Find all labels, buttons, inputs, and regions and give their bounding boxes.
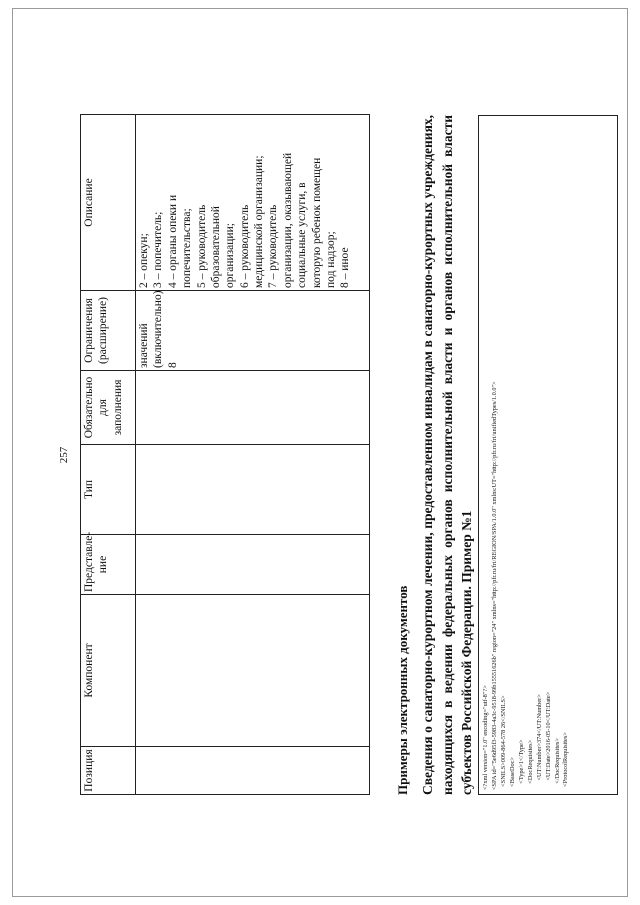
- description-line: социальные услуги, в: [296, 182, 309, 288]
- xml-line: </DocRequisites>: [553, 738, 561, 790]
- description-line: под надзор;: [324, 231, 337, 288]
- limits-line: 8: [166, 362, 179, 368]
- description-line: 4 – органы опеки и: [166, 194, 179, 288]
- rotated-document-sheet: [80, 115, 640, 795]
- description-line: 6 – руководитель: [238, 204, 251, 288]
- description-line: 2 – опекун;: [138, 233, 150, 288]
- header-limits: Ограничения (расширение): [81, 291, 136, 371]
- description-line: попечительства;: [181, 208, 194, 288]
- page-number: 257: [58, 446, 70, 464]
- description-line: организации;: [224, 223, 237, 288]
- header-type: Тип: [81, 445, 136, 535]
- limits-line: (включительно): [152, 290, 165, 368]
- xml-line: <UT:Number>374</UT:Number>: [535, 694, 543, 790]
- description-line: которую ребенок помещен: [310, 157, 323, 288]
- description-line: медицинской организации;: [253, 155, 265, 288]
- xml-line: <?xml version="1.0" encoding="utf-8"?>: [482, 685, 489, 790]
- xml-line: <Type>1</Type>: [517, 739, 525, 790]
- description-line: 7 – руководитель: [267, 204, 280, 288]
- cell-description: [136, 115, 370, 291]
- limits-line: значений: [138, 323, 150, 368]
- header-position: Позиция: [81, 747, 136, 795]
- cell-representation: [136, 535, 370, 595]
- examples-title: Примеры электронных документов: [395, 585, 410, 795]
- header-representation: Представле-ние: [81, 535, 136, 595]
- description-line: 3 – попечитель;: [152, 211, 165, 288]
- cell-position: [136, 747, 370, 795]
- xml-example-box: [478, 115, 618, 795]
- xml-line: <BaseDoc>: [508, 757, 516, 790]
- table-header-row: [81, 115, 136, 795]
- xml-line: <ProtocolRequisites>: [562, 732, 570, 790]
- header-component: Компонент: [81, 595, 136, 747]
- xml-line: <UT:Date>2016-05-10</UT:Date>: [544, 691, 552, 790]
- cell-limits: [136, 291, 370, 371]
- specification-table: [80, 114, 370, 795]
- cell-component: [136, 595, 370, 747]
- cell-type: [136, 445, 370, 535]
- description-line: 8 – иное: [339, 247, 352, 288]
- description-line: организации, оказывающей: [281, 152, 294, 288]
- header-description: Описание: [81, 115, 136, 291]
- description-line: образовательной: [209, 206, 222, 288]
- xml-line: <SNILS>009-864-578 26</SNILS>: [499, 695, 507, 790]
- table-row: [136, 115, 370, 795]
- example-heading: Сведения о санаторно-курортном лечении, предоставленном инвалидам в санаторно-курортных учреждениях, находящихся в ведении федеральных органов исполнительной власти и органов исполнительной власти субъектов Российской Федерации. Пример №1: [420, 115, 475, 795]
- header-required: Обязательно для заполнения: [81, 371, 136, 445]
- description-line: 5 – руководитель: [195, 204, 208, 288]
- xml-line: <DocRequisites>: [526, 739, 534, 790]
- xml-line: <SPA id="5e6d95f3-5983-4a3c-9518-99b15551626b" region="24" xmlns="http://pfr.ru/fri/REGION/SPA/1.0.0" xmlns:UT="http://pfr.ru/fri/unifiedTypes/1.0.0">: [490, 381, 498, 790]
- cell-required: [136, 371, 370, 445]
